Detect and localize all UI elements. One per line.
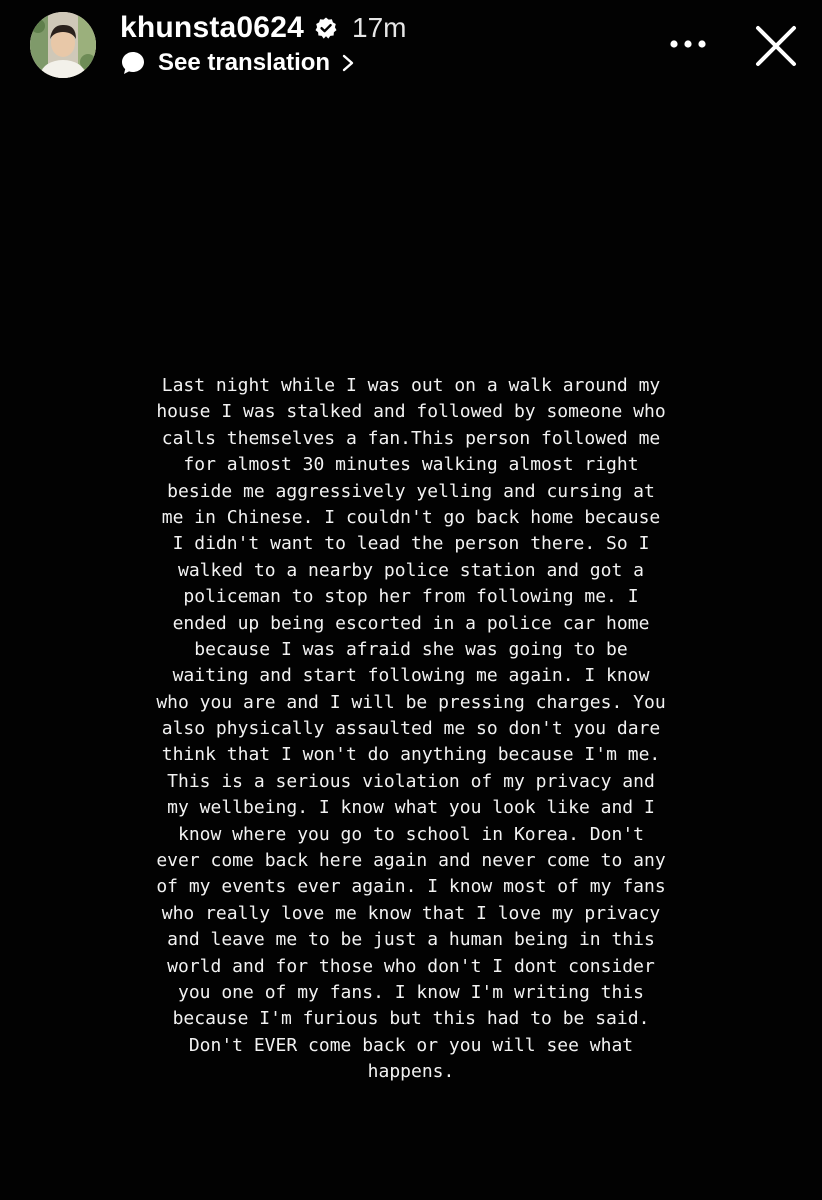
close-icon[interactable] — [752, 22, 800, 70]
avatar[interactable] — [30, 12, 96, 78]
story-text-line: for almost 30 minutes walking almost right — [183, 454, 639, 476]
story-header — [0, 0, 822, 100]
story-text-line: because I was afraid she was going to be — [194, 638, 628, 660]
story-text-line: beside me aggressively yelling and cursing at — [167, 480, 655, 502]
story-text-line: happens. — [367, 1061, 455, 1083]
story-text-line: of my events ever again. I know most of my fans — [156, 876, 666, 898]
story-text-line: walked to a nearby police station and got a — [178, 559, 644, 581]
story-text-line: Don't EVER come back or you will see what — [188, 1034, 634, 1056]
story-text-line: because I'm furious but this had to be said. — [172, 1008, 650, 1030]
chevron-right-icon — [340, 53, 356, 73]
story-text-line: Last night while I was out on a walk around my — [161, 375, 661, 396]
story-text-line: ended up being escorted in a police car home — [172, 612, 650, 634]
post-timestamp: 17m — [352, 12, 407, 43]
story-text-line: calls themselves a fan.This person followed me — [161, 427, 661, 449]
story-text-line: This is a serious violation of my privacy and — [167, 770, 655, 792]
see-translation-button[interactable] — [120, 46, 356, 80]
see-translation-label: See translation — [158, 49, 331, 76]
story-text — [40, 373, 782, 1086]
story-text-line: my wellbeing. I know what you look like and I — [167, 797, 655, 819]
avatar-photo — [30, 12, 96, 78]
ellipsis-icon[interactable] — [664, 28, 712, 60]
story-text-line: world and for those who don't I dont consider — [167, 955, 655, 977]
story-text-line: me in Chinese. I couldn't go back home because — [161, 506, 661, 528]
story-text-line: who you are and I will be pressing charges. You — [156, 691, 666, 713]
verified-badge-icon — [314, 16, 338, 40]
story-text-line: also physically assaulted me so don't you dare — [161, 718, 661, 740]
story-text-line: ever come back here again and never come to any — [156, 850, 666, 872]
story-text-line: and leave me to be just a human being in this — [167, 929, 655, 951]
story-text-line: waiting and start following me again. I know — [172, 665, 650, 687]
username[interactable]: khunsta0624 — [120, 11, 304, 44]
story-text-line: I didn't want to lead the person there. So I — [172, 533, 650, 555]
story-text-line: know where you go to school in Korea. Don't — [178, 823, 644, 845]
story-text-line: policeman to stop her from following me. I — [183, 586, 639, 608]
story-text-line: you one of my fans. I know I'm writing this — [178, 981, 644, 1003]
story-text-line: who really love me know that I love my privacy — [161, 902, 661, 924]
story-text-line: think that I won't do anything because I'm me. — [161, 744, 661, 766]
speech-bubble-icon — [120, 50, 146, 76]
story-text-line: house I was stalked and followed by someone who — [156, 401, 666, 423]
